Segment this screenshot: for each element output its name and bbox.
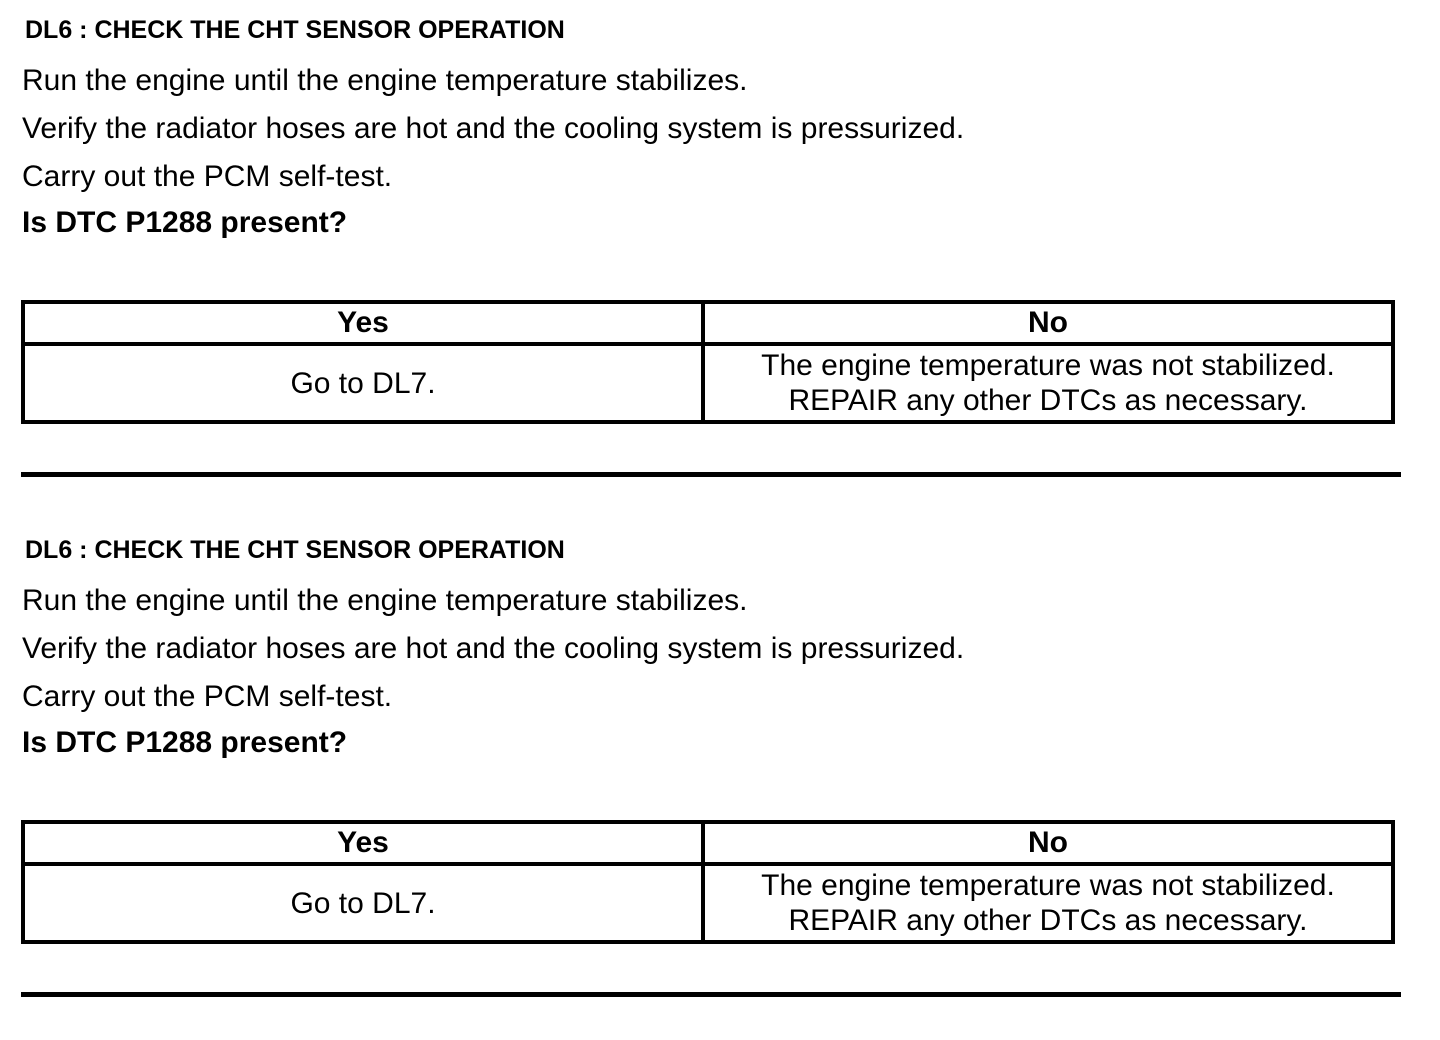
instruction-line: Carry out the PCM self-test. xyxy=(22,160,393,193)
instruction-line: Run the engine until the engine temperature stabilizes. xyxy=(22,584,748,617)
step-title: DL6 : CHECK THE CHT SENSOR OPERATION xyxy=(25,536,565,564)
section-divider xyxy=(21,472,1401,477)
table-row xyxy=(23,344,1393,422)
instruction-line: Verify the radiator hoses are hot and the cooling system is pressurized. xyxy=(22,112,965,145)
yes-action: Go to DL7. xyxy=(23,344,703,422)
table-row xyxy=(23,864,1393,942)
result-table xyxy=(21,820,1395,944)
no-action-line: REPAIR any other DTCs as necessary. xyxy=(788,384,1308,417)
section-divider xyxy=(21,992,1401,997)
yes-header: Yes xyxy=(23,822,703,864)
no-header: No xyxy=(703,302,1393,344)
yes-action: Go to DL7. xyxy=(23,864,703,942)
instruction-line: Run the engine until the engine temperature stabilizes. xyxy=(22,64,748,97)
no-action xyxy=(703,344,1393,422)
diagnostic-question: Is DTC P1288 present? xyxy=(22,206,348,239)
result-table xyxy=(21,300,1395,424)
yes-header: Yes xyxy=(23,302,703,344)
diagnostic-question: Is DTC P1288 present? xyxy=(22,726,348,759)
no-header: No xyxy=(703,822,1393,864)
instruction-line: Carry out the PCM self-test. xyxy=(22,680,393,713)
table-header-row xyxy=(23,302,1393,344)
table-header-row xyxy=(23,822,1393,864)
step-title: DL6 : CHECK THE CHT SENSOR OPERATION xyxy=(25,16,565,44)
no-action xyxy=(703,864,1393,942)
no-action-line: REPAIR any other DTCs as necessary. xyxy=(788,904,1308,937)
no-action-line: The engine temperature was not stabilized. xyxy=(761,349,1335,382)
instruction-line: Verify the radiator hoses are hot and the cooling system is pressurized. xyxy=(22,632,965,665)
diagnostic-step-section xyxy=(0,520,1440,1040)
no-action-line: The engine temperature was not stabilized. xyxy=(761,869,1335,902)
